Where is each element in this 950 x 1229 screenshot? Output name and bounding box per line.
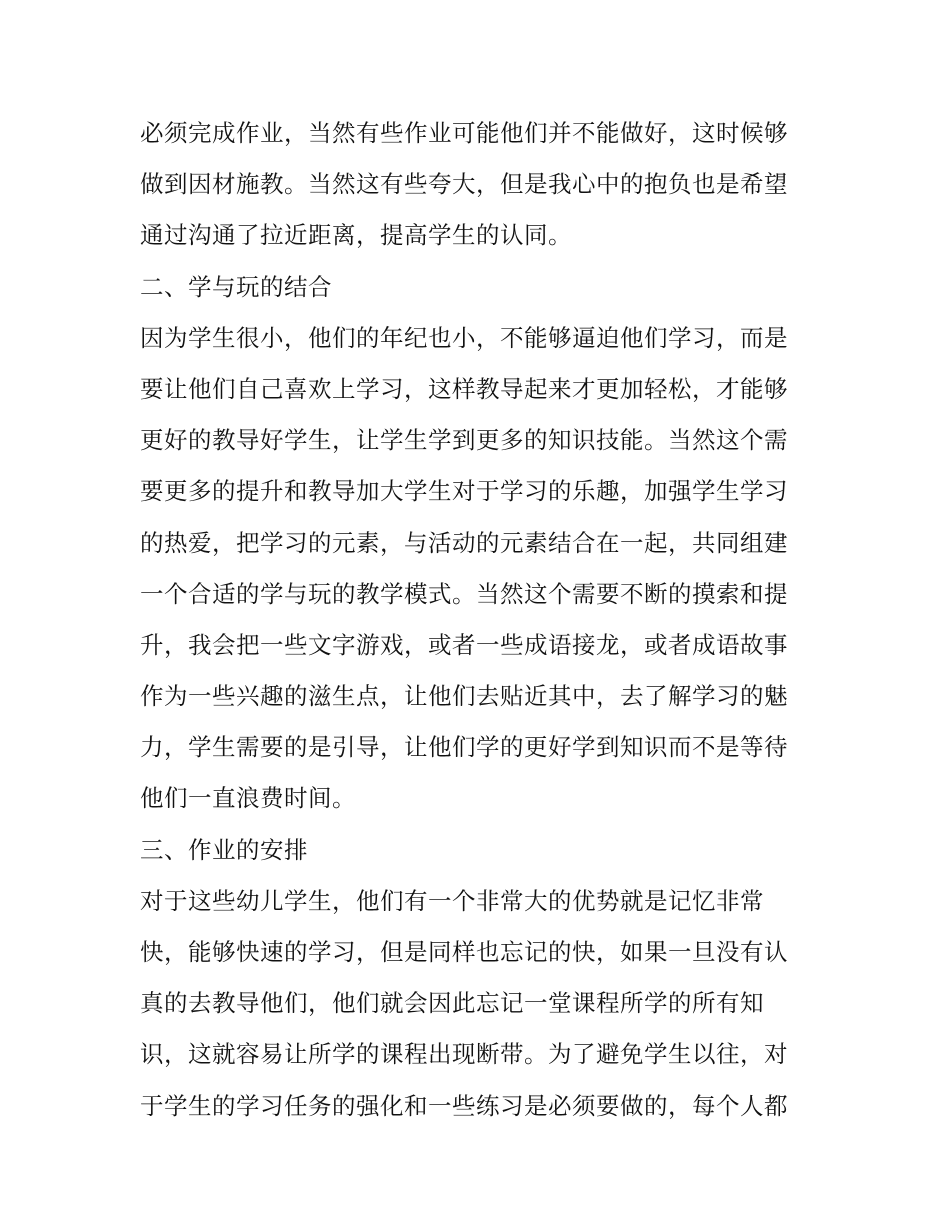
text-line: 因为学生很小，他们的年纪也小，不能够逼迫他们学习，而是 xyxy=(140,323,788,352)
text-line: 快，能够快速的学习，但是同样也忘记的快，如果一旦没有认 xyxy=(140,938,788,966)
text-line: 一个合适的学与玩的教学模式。当然这个需要不断的摸索和提 xyxy=(140,579,788,608)
section-heading: 二、学与玩的结合 xyxy=(140,272,332,301)
text-line: 识，这就容易让所学的课程出现断带。为了避免学生以往，对 xyxy=(140,1040,788,1069)
text-line: 力，学生需要的是引导，让他们学的更好学到知识而不是等待 xyxy=(140,733,788,762)
text-line: 更好的教导好学生，让学生学到更多的知识技能。当然这个需 xyxy=(140,426,788,455)
text-line: 通过沟通了拉近距离，提高学生的认同。 xyxy=(140,221,572,250)
section-heading: 三、作业的安排 xyxy=(140,835,308,864)
text-line: 要让他们自己喜欢上学习，这样教导起来才更加轻松，才能够 xyxy=(140,374,788,403)
text-line: 要更多的提升和教导加大学生对于学习的乐趣，加强学生学习 xyxy=(140,477,788,506)
text-line: 对于这些幼儿学生，他们有一个非常大的优势就是记忆非常 xyxy=(140,886,764,915)
text-line: 于学生的学习任务的强化和一些练习是必须要做的，每个人都 xyxy=(140,1091,788,1120)
text-line: 必须完成作业，当然有些作业可能他们并不能做好，这时候够 xyxy=(140,119,788,147)
text-line: 做到因材施教。当然这有些夸大，但是我心中的抱负也是希望 xyxy=(140,170,788,199)
text-line: 作为一些兴趣的滋生点，让他们去贴近其中，去了解学习的魅 xyxy=(140,682,788,711)
document-body xyxy=(140,108,812,1132)
text-line: 真的去教导他们，他们就会因此忘记一堂课程所学的所有知 xyxy=(140,989,764,1018)
text-line: 的热爱，把学习的元素，与活动的元素结合在一起，共同组建 xyxy=(140,528,788,557)
text-line: 升，我会把一些文字游戏，或者一些成语接龙，或者成语故事 xyxy=(140,630,788,659)
text-line: 他们一直浪费时间。 xyxy=(140,784,356,813)
